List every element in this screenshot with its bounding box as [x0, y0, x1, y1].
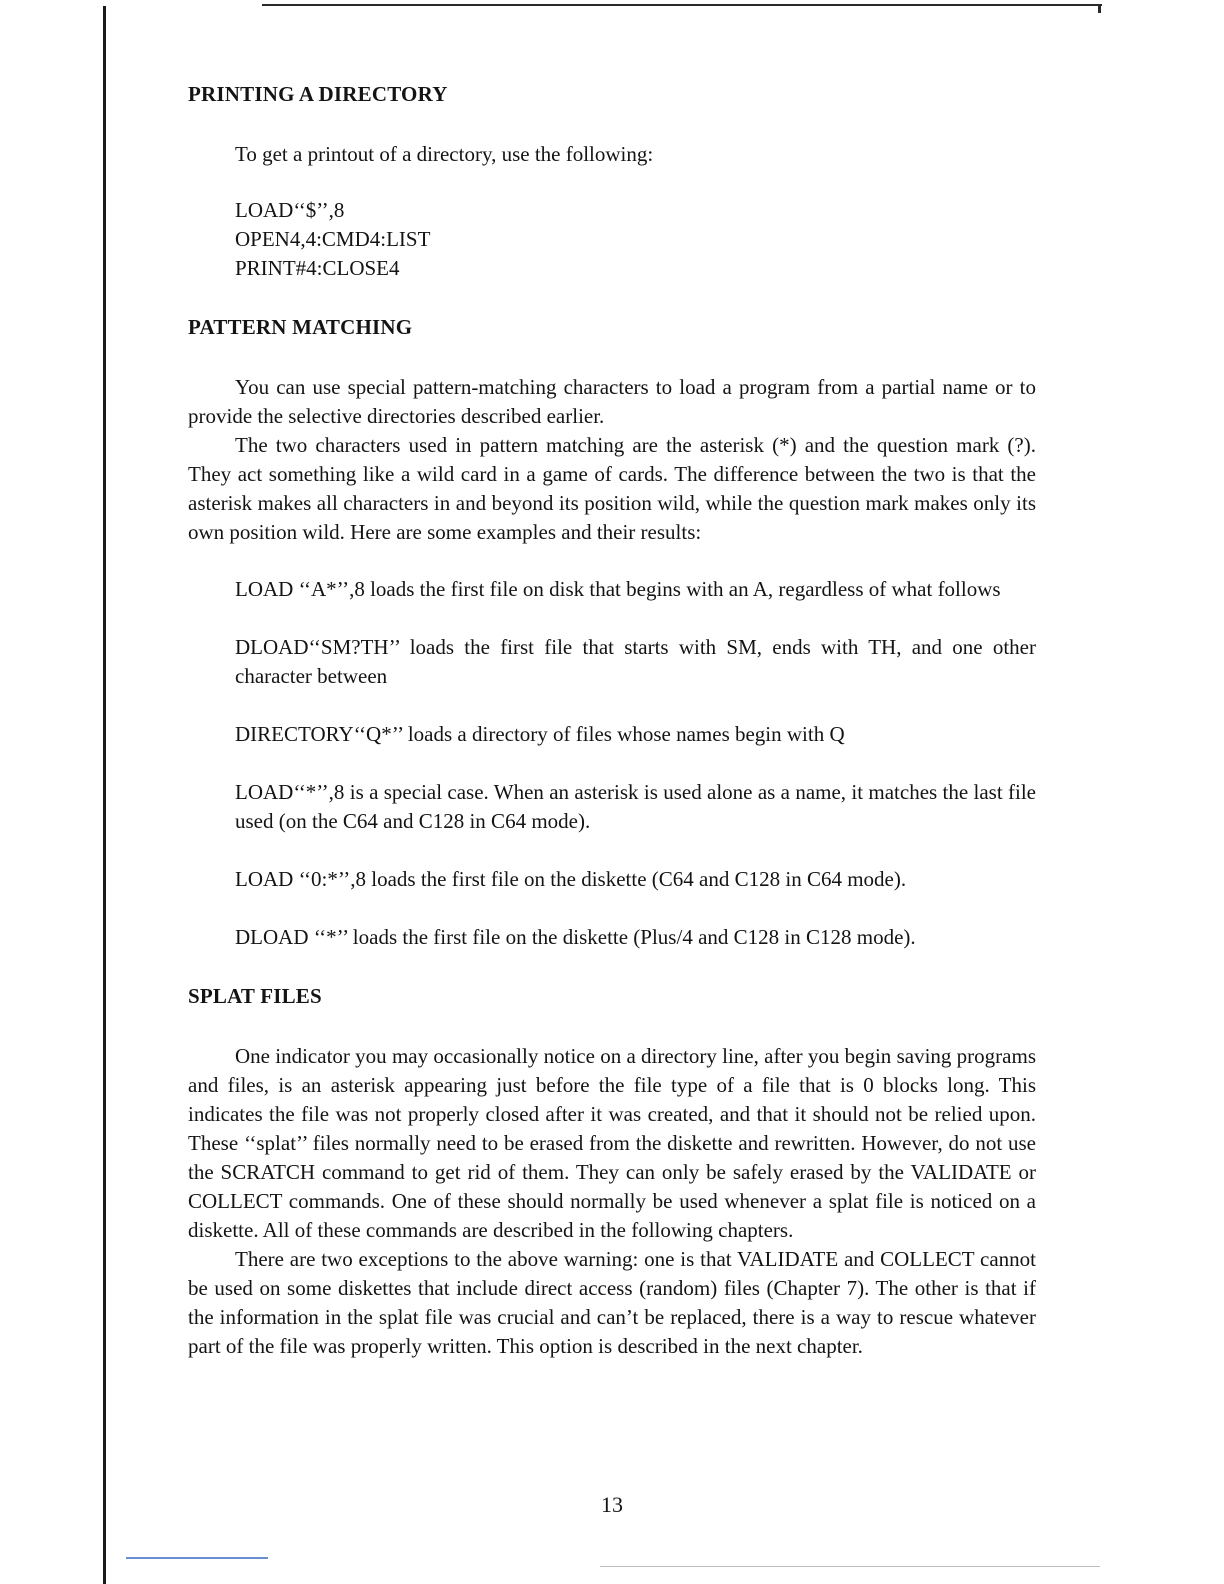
example-item: LOAD ‘‘A*’’,8 loads the first file on disk that begins with an A, regardless of what follows [235, 577, 1001, 601]
example-item: DLOAD ‘‘*’’ loads the first file on the diskette (Plus/4 and C128 in C128 mode). [235, 925, 916, 949]
page-number: 13 [601, 1492, 623, 1517]
scan-top-edge [262, 4, 1102, 6]
paragraph: You can use special pattern-matching characters to load a program from a partial name or to provide the selective directories described earlier. [188, 375, 1036, 428]
paragraph: There are two exceptions to the above warning: one is that VALIDATE and COLLECT cannot be used on some diskettes that include direct access (random) files (Chapter 7). The other is that if the information in the splat file was crucial and can’t be replaced, there is a way to rescue whatever part of the file was properly written. This option is described in the next chapter. [188, 1247, 1036, 1358]
example-item: DIRECTORY‘‘Q*’’ loads a directory of files whose names begin with Q [235, 722, 845, 746]
paragraph: One indicator you may occasionally notice on a directory line, after you begin saving programs and files, is an asterisk appearing just before the file type of a file that is 0 blocks long. This indicates the file was not properly closed after it was created, and that it should not be relied upon. These ‘‘splat’’ files normally need to be erased from the diskette and rewritten. However, do not use the SCRATCH command to get rid of them. They can only be safely erased by the VALIDATE or COLLECT commands. One of these should normally be used whenever a splat file is noticed on a diskette. All of these commands are described in the following chapters. [188, 1044, 1036, 1242]
heading-printing-a-directory: PRINTING A DIRECTORY [188, 82, 448, 106]
example-item: DLOAD‘‘SM?TH’’ loads the first file that starts with SM, ends with TH, and one other character between [235, 635, 1036, 688]
scan-bottom-mark [126, 1557, 268, 1559]
code-line: PRINT#4:CLOSE4 [235, 256, 400, 280]
paragraph: The two characters used in pattern matching are the asterisk (*) and the question mark (?). They act something like a wild card in a game of cards. The difference between the two is that the asterisk makes all characters in and beyond its position wild, while the question mark makes only its own position wild. Here are some examples and their results: [188, 433, 1036, 544]
code-line: LOAD‘‘$’’,8 [235, 198, 345, 222]
scan-top-hook [1098, 4, 1101, 13]
intro-text: To get a printout of a directory, use the following: [235, 142, 654, 166]
code-line: OPEN4,4:CMD4:LIST [235, 227, 431, 251]
example-item: LOAD‘‘*’’,8 is a special case. When an asterisk is used alone as a name, it matches the last file used (on the C64 and C128 in C64 mode). [235, 780, 1036, 833]
example-item: LOAD ‘‘0:*’’,8 loads the first file on the diskette (C64 and C128 in C64 mode). [235, 867, 907, 891]
scan-bottom-line [600, 1566, 1100, 1567]
code-block [235, 196, 1036, 283]
page-content [188, 80, 1036, 1361]
scan-left-edge [103, 6, 106, 1584]
heading-splat-files: SPLAT FILES [188, 984, 322, 1008]
heading-pattern-matching: PATTERN MATCHING [188, 315, 413, 339]
